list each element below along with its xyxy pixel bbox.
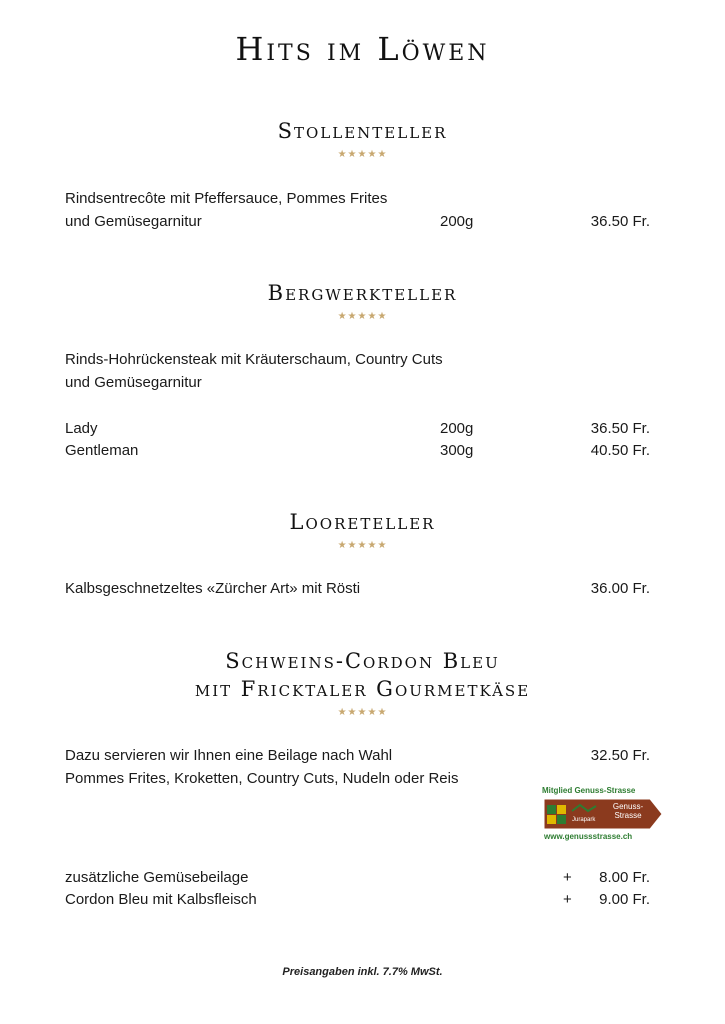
logo-small-text: Jurapark: [572, 817, 596, 823]
plus-sign: +: [563, 869, 572, 886]
item-description: und Gemüsegarnitur: [65, 213, 202, 230]
menu-line: [65, 889, 655, 911]
section-title-stollenteller: Stollenteller: [277, 119, 448, 143]
item-description: Kalbsgeschnetzeltes «Zürcher Art» mit Rösti: [65, 580, 361, 597]
item-description: Cordon Bleu mit Kalbsfleisch: [65, 891, 257, 908]
menu-line: [65, 418, 655, 440]
page-title: Hits im Löwen: [235, 30, 490, 68]
item-description: Gentleman: [65, 442, 139, 459]
stars-decoration: ★★★★★: [337, 311, 388, 322]
menu-line: [65, 349, 655, 371]
menu-line: [65, 372, 655, 394]
plus-sign: +: [563, 891, 572, 908]
menu-line: [65, 211, 655, 233]
item-description: Rindsentrecôte mit Pfeffersauce, Pommes Frites: [65, 190, 388, 207]
item-price: 36.50 Fr.: [590, 213, 650, 230]
item-description: Pommes Frites, Kroketten, Country Cuts, Nudeln oder Reis: [65, 770, 459, 787]
logo-sign-line: Genuss-: [612, 802, 644, 811]
stars-decoration: ★★★★★: [337, 149, 388, 160]
stars-decoration: ★★★★★: [337, 707, 388, 718]
item-price: 36.50 Fr.: [590, 420, 650, 437]
section-title-bergwerkteller: Bergwerkteller: [267, 281, 458, 305]
item-price: 40.50 Fr.: [590, 442, 650, 459]
stars-decoration: ★★★★★: [337, 540, 388, 551]
item-description: Rinds-Hohrückensteak mit Kräuterschaum, Country Cuts: [65, 351, 443, 368]
menu-line: [65, 188, 655, 210]
logo-sign-line: Strasse: [614, 811, 642, 820]
price-note: Preisangaben inkl. 7.7% MwSt.: [282, 966, 443, 978]
item-description: und Gemüsegarnitur: [65, 374, 202, 391]
logo-url: www.genussstrasse.ch: [544, 832, 633, 841]
item-price: 8.00 Fr.: [599, 869, 650, 886]
genuss-strasse-logo: [542, 786, 667, 844]
item-price: 36.00 Fr.: [590, 580, 650, 597]
item-description: Lady: [65, 420, 98, 437]
item-quantity: 200g: [440, 420, 474, 437]
item-price: 9.00 Fr.: [599, 891, 650, 908]
menu-line: [65, 578, 655, 600]
menu-line: [65, 745, 655, 767]
section-title-cordon-bleu: Schweins-Cordon Bleu: [225, 649, 500, 673]
section-title-looreteller: Looreteller: [289, 510, 436, 534]
item-description: Dazu servieren wir Ihnen eine Beilage nach Wahl: [65, 747, 393, 764]
item-quantity: 300g: [440, 442, 474, 459]
item-quantity: 200g: [440, 213, 474, 230]
section-subtitle-cordon-bleu: mit Fricktaler Gourmetkäse: [194, 677, 531, 701]
item-description: zusätzliche Gemüsebeilage: [65, 869, 249, 886]
logo-sign-text: [604, 802, 652, 820]
menu-line: [65, 440, 655, 462]
item-price: 32.50 Fr.: [590, 747, 650, 764]
menu-line: [65, 867, 655, 889]
logo-top-text: Mitglied Genuss-Strasse: [542, 786, 636, 795]
